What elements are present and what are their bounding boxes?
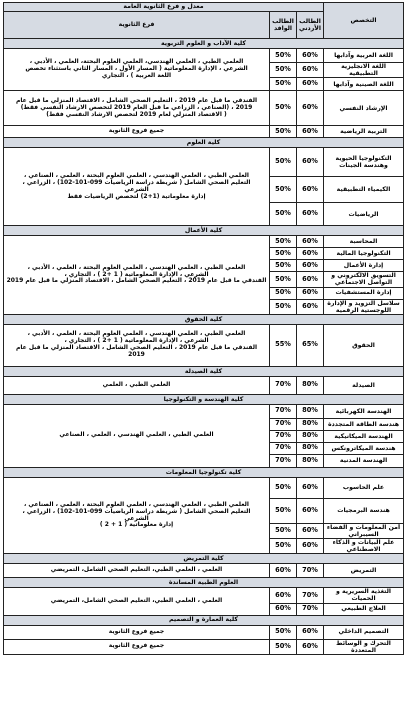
foreign-rate-cell: 50% [270,177,297,203]
foreign-rate-cell: 50% [270,539,297,554]
foreign-rate-cell: 70% [270,404,297,418]
specialization-cell: المحاسبة [324,236,404,248]
specialization-cell: التصميم الداخلي [324,625,404,639]
specialization-cell: العلاج الطبيعي [324,603,404,615]
table-row [4,49,404,63]
college-header-row [4,39,404,49]
specialization-cell: إدارة المستشفيات [324,287,404,299]
local-rate-cell: 60% [297,126,324,138]
branch-text-line: الشرعي ، الإدارة المعلوماتية ( 1 +2 ) ، التجاري ، [64,337,209,345]
branch-text-line: العلمي الطبي ، العلمي الهندسي ، العلمي العلوم البحتة ، العلمي ، الصناعي ، [24,500,249,508]
specialization-cell: التغذية السريرية و الحميات [324,588,404,603]
branch-cell [4,376,270,394]
college-title: كلية الأعمال [4,226,404,236]
specialization-cell: التكنولوجيا الحيوية وهندسة الجينات [324,148,404,177]
branch-text-line: إدارة معلوماتية (1+2) لتخصص الرياضيات فقط [67,192,206,200]
foreign-rate-cell: 50% [270,498,297,523]
foreign-rate-cell: 60% [270,588,297,603]
specialization-cell: اللغة الصينية وآدابها [324,78,404,91]
local-rate-cell: 60% [297,49,324,63]
college-header-row [4,554,404,564]
specialization-cell: الحقوق [324,324,404,366]
specialization-cell: التحرك و الوسائط المتعددة [324,639,404,654]
specialization-cell: هندسة الطاقة المتجددة [324,418,404,430]
branch-cell [4,49,270,91]
local-rate-cell: 60% [297,287,324,299]
college-title: كلية التمريض [4,554,404,564]
local-rate-cell: 80% [297,376,324,394]
college-header-row [4,226,404,236]
local-rate-cell: 60% [297,539,324,554]
foreign-rate-cell: 50% [270,639,297,654]
foreign-rate-cell: 50% [270,148,297,177]
college-title: كلية الصيدلة [4,366,404,376]
table-row [4,376,404,394]
specialization-cell: التربية الرياضية [324,126,404,138]
foreign-rate-cell: 60% [270,564,297,578]
branch-cell [4,639,270,654]
specialization-cell: إدارة الأعمال [324,260,404,272]
local-rate-cell: 60% [297,148,324,177]
local-rate-cell: 60% [297,477,324,498]
local-rate-cell: 60% [297,299,324,314]
header-foreign-student: الطالب الوافد [270,12,297,39]
college-header-row [4,615,404,625]
table-row [4,91,404,126]
local-rate-cell: 60% [297,498,324,523]
foreign-rate-cell: 50% [270,272,297,287]
specialization-cell: التكنولوجيا المالية [324,248,404,260]
branch-text-line: ( الاقتصاد المنزلي لعام 2019 لتخصص الارشاد النفسي فقط) [46,110,227,118]
local-rate-cell: 60% [297,523,324,538]
college-title: كلية العمارة و التصميم [4,615,404,625]
specialization-cell: سلاسل التزويد و الإدارة اللوجستية الرقمية [324,299,404,314]
foreign-rate-cell: 50% [270,63,297,78]
college-title: كلية الحقوق [4,314,404,324]
header-specialization: التخصص [324,3,404,39]
table-body [4,39,404,655]
branch-cell [4,477,270,554]
branch-text-line: جميع فروع الثانوية [108,642,165,650]
college-title: كلية الآداب و العلوم التربوية [4,39,404,49]
foreign-rate-cell: 50% [270,299,297,314]
specialization-cell: هندسة الميكاترونكس [324,442,404,454]
foreign-rate-cell: 70% [270,442,297,454]
local-rate-cell: 65% [297,324,324,366]
specialization-cell: الهندسة الميكانيكية [324,430,404,442]
branch-text-line: الشرعي ، الإدارة المعلوماتية ( المسار الأول ، المسار الثاني باستثناء تخصص [25,65,248,73]
table-row [4,126,404,138]
specialization-cell: أمن المعلومات و الفضاء السيبراني [324,523,404,538]
specialization-cell: التمريض [324,564,404,578]
branch-cell [4,625,270,639]
local-rate-cell: 70% [297,564,324,578]
specialization-cell: الكيمياء التطبيقية [324,177,404,203]
college-title: كلية العلوم [4,138,404,148]
table-row [4,625,404,639]
table-row [4,404,404,418]
specialization-cell: علم البيانات و الذكاء الاصطناعي [324,539,404,554]
branch-text-line: الفندقي ما قبل عام 2019 ، التعليم الصحي الشامل ، الاقتصاد المنزلي ما قبل عام 2019 [6,277,267,285]
foreign-rate-cell: 50% [270,248,297,260]
table-row [4,324,404,366]
branch-text-line: 2019 [128,351,145,359]
college-header-row [4,314,404,324]
local-rate-cell: 70% [297,603,324,615]
branch-cell [4,148,270,226]
specialization-cell: الرياضيات [324,203,404,226]
branch-text-line: العلمي ، العلمي الطبي، التعليم الصحي الشامل، التمريضي [50,596,223,604]
branch-text-line: العلمي الطبي ، العلمي [102,380,171,388]
college-header-row [4,138,404,148]
specialization-cell: علم الحاسوب [324,477,404,498]
branch-cell [4,126,270,138]
local-rate-cell: 70% [297,588,324,603]
specialization-cell: الإرشاد النفسي [324,91,404,126]
specialization-cell: الهندسة الكهربائية [324,404,404,418]
branch-cell [4,324,270,366]
college-header-row [4,578,404,588]
local-rate-cell: 60% [297,260,324,272]
foreign-rate-cell: 50% [270,49,297,63]
foreign-rate-cell: 50% [270,91,297,126]
header-branch: فرع الثانوية [4,12,270,39]
branch-text-line: الشرعي ، الإدارة المعلوماتية ( 1 +2 ) ، التجاري ، [64,270,209,278]
local-rate-cell: 80% [297,418,324,430]
college-header-row [4,366,404,376]
foreign-rate-cell: 50% [270,78,297,91]
branch-text-line: العلمي الطبي ، العلمي الهندسي ، العلمي ، الصناعي [59,431,214,439]
foreign-rate-cell: 55% [270,324,297,366]
college-title: كلية الهندسة و التكنولوجيا [4,394,404,404]
local-rate-cell: 60% [297,272,324,287]
local-rate-cell: 80% [297,404,324,418]
table-row [4,588,404,603]
college-header-row [4,394,404,404]
local-rate-cell: 80% [297,454,324,467]
branch-text-line: التعليم الصحي الشامل ( شريطة دراسة الرياضيات 099-101-102) ، الزراعي ، [22,178,251,186]
branch-cell [4,404,270,467]
branch-cell [4,236,270,315]
specialization-cell: التسويق الالكتروني و التواصل الاجتماعي [324,272,404,287]
branch-text-line: الشرعي [124,514,149,522]
foreign-rate-cell: 50% [270,287,297,299]
header-group-title: معدل و فرع الثانوية العامة [4,3,324,12]
branch-text-line: 2019 ، (الصناعي ، الزراعي ما قبل العام 2019 لتخصص الارشاد النفسي فقط) [20,103,253,111]
local-rate-cell: 80% [297,442,324,454]
foreign-rate-cell: 50% [270,126,297,138]
table-row [4,639,404,654]
foreign-rate-cell: 50% [270,523,297,538]
branch-text-line: الشرعي [124,185,149,193]
branch-text-line: التعليم الصحي الشامل ( شريطة دراسة الرياضيات 099-101-102) ، الزراعي ، [22,507,251,515]
branch-text-line: الفندقي ما قبل عام 2019 ، التعليم الصحي الشامل ، الاقتصاد المنزلي ما قبل عام [15,344,258,352]
branch-text-line: العلمي الطبي ، العلمي الهندسي ، العلمي العلوم البحتة ، العلمي ، الأدبي ، [27,263,246,271]
college-title: العلوم الطبية المساندة [4,578,404,588]
branch-text-line: الفندقي ما قبل عام 2019 ، التعليم الصحي الشامل ، الاقتصاد المنزلي ما قبل عام [15,96,258,104]
local-rate-cell: 60% [297,177,324,203]
specialization-cell: الهندسة المدنية [324,454,404,467]
foreign-rate-cell: 50% [270,236,297,248]
foreign-rate-cell: 70% [270,418,297,430]
specialization-cell: هندسة البرمجيات [324,498,404,523]
branch-text-line: إدارة معلوماتية ( 1 + 2 ) [99,521,174,529]
local-rate-cell: 60% [297,91,324,126]
foreign-rate-cell: 50% [270,260,297,272]
foreign-rate-cell: 50% [270,625,297,639]
specialization-cell: اللغة الانجليزية التطبيقية [324,63,404,78]
local-rate-cell: 60% [297,639,324,654]
foreign-rate-cell: 70% [270,376,297,394]
branch-text-line: جميع فروع الثانوية [108,127,165,135]
admission-table [3,2,404,655]
table-row [4,477,404,498]
table-row [4,564,404,578]
branch-text-line: اللغة العربية ) ، التجاري [101,72,172,80]
local-rate-cell: 60% [297,203,324,226]
branch-text-line: العلمي الطبي ، العلمي الهندسي ، العلمي العلوم البحتة ، العلمي ، الأدبي ، [27,330,246,338]
specialization-cell: الصيدلة [324,376,404,394]
local-rate-cell: 60% [297,236,324,248]
branch-cell [4,588,270,615]
foreign-rate-cell: 60% [270,603,297,615]
local-rate-cell: 60% [297,625,324,639]
header-local-student: الطالب الأردني [297,12,324,39]
local-rate-cell: 60% [297,63,324,78]
local-rate-cell: 60% [297,248,324,260]
branch-text-line: العلمي الطبي ، العلمي الهندسي، العلمي العلوم البحتة، العلمي ، الأدبي ، [29,58,244,66]
table-row [4,236,404,248]
college-header-row [4,467,404,477]
foreign-rate-cell: 50% [270,203,297,226]
branch-cell [4,91,270,126]
local-rate-cell: 80% [297,430,324,442]
branch-text-line: العلمي الطبي ، العلمي الهندسي ، العلمي العلوم البحتة ، العلمي ، الصناعي ، [24,171,249,179]
branch-text-line: جميع فروع الثانوية [108,627,165,635]
foreign-rate-cell: 70% [270,454,297,467]
local-rate-cell: 60% [297,78,324,91]
branch-text-line: العلمي ، العلمي الطبي، التعليم الصحي الشامل، التمريضي [50,566,223,574]
college-title: كلية تكنولوجيا المعلومات [4,467,404,477]
foreign-rate-cell: 50% [270,477,297,498]
foreign-rate-cell: 70% [270,430,297,442]
specialization-cell: اللغة العربية وآدابها [324,49,404,63]
branch-cell [4,564,270,578]
table-row [4,148,404,177]
